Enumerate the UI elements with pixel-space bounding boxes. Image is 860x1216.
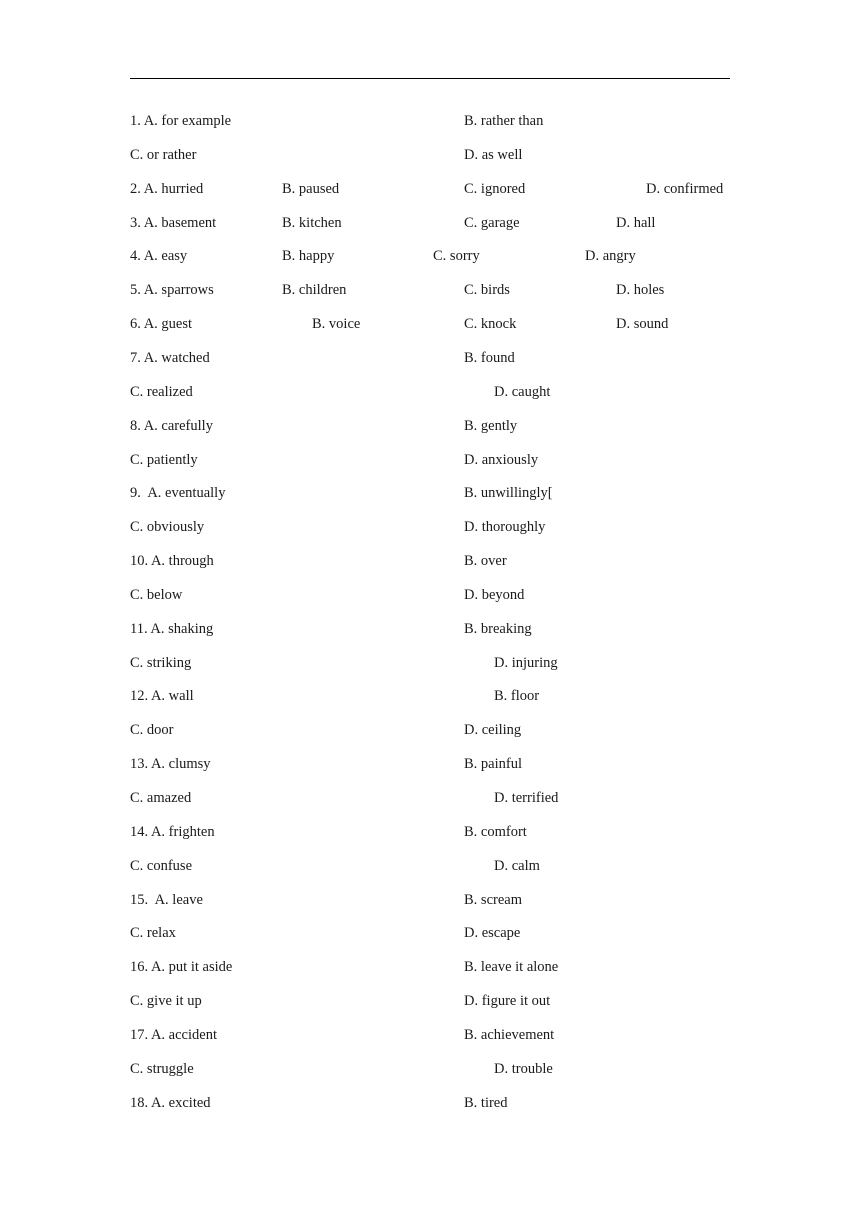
question-option-first: C. door (130, 722, 174, 738)
question-option-first: 17. A. accident (130, 1027, 217, 1043)
answer-option: B. gently (464, 418, 518, 434)
answer-option: B. happy (282, 248, 335, 264)
answer-option: D. terrified (494, 790, 559, 806)
answer-option: C. knock (464, 316, 517, 332)
answer-option: D. holes (616, 282, 665, 298)
question-option-first: C. patiently (130, 452, 198, 468)
answer-option: B. scream (464, 892, 522, 908)
question-option-first: C. below (130, 587, 183, 603)
answer-option: D. sound (616, 316, 669, 332)
question-option-first: C. confuse (130, 858, 193, 874)
answer-option: D. ceiling (464, 722, 522, 738)
answer-option: B. breaking (464, 621, 532, 637)
answer-option: D. anxiously (464, 452, 539, 468)
answer-option: D. beyond (464, 587, 525, 603)
question-option-first: 18. A. excited (130, 1095, 211, 1111)
question-option-first: C. striking (130, 655, 192, 671)
question-option-first: C. relax (130, 925, 176, 941)
answer-option: D. as well (464, 147, 523, 163)
question-option-first: 11. A. shaking (130, 621, 214, 637)
question-option-first: 3. A. basement (130, 215, 217, 231)
question-option-first: C. struggle (130, 1061, 194, 1077)
question-option-first: 10. A. through (130, 553, 214, 569)
answer-option: D. calm (494, 858, 540, 874)
answer-option: B. painful (464, 756, 522, 772)
answer-option: B. over (464, 553, 507, 569)
answer-option: B. leave it alone (464, 959, 559, 975)
answer-option: B. comfort (464, 824, 527, 840)
question-option-first: 6. A. guest (130, 316, 193, 332)
question-option-first: 8. A. carefully (130, 418, 213, 434)
answer-option: D. caught (494, 384, 551, 400)
question-option-first: 15. A. leave (130, 892, 203, 908)
answer-option: C. garage (464, 215, 520, 231)
question-option-first: 12. A. wall (130, 688, 194, 704)
question-option-first: 2. A. hurried (130, 181, 204, 197)
question-option-first: C. realized (130, 384, 193, 400)
answer-option: D. angry (585, 248, 636, 264)
answer-option: B. tired (464, 1095, 508, 1111)
question-option-first: C. or rather (130, 147, 197, 163)
answer-option: D. trouble (494, 1061, 553, 1077)
answer-option: D. figure it out (464, 993, 551, 1009)
question-option-first: 13. A. clumsy (130, 756, 211, 772)
answer-option: B. achievement (464, 1027, 555, 1043)
question-option-first: C. obviously (130, 519, 205, 535)
answer-option: B. children (282, 282, 347, 298)
question-option-first: 9. A. eventually (130, 485, 226, 501)
answer-option: B. floor (494, 688, 540, 704)
answer-option: D. injuring (494, 655, 558, 671)
answer-option: B. found (464, 350, 515, 366)
question-option-first: 14. A. frighten (130, 824, 215, 840)
question-option-first: 16. A. put it aside (130, 959, 233, 975)
answer-option: D. escape (464, 925, 521, 941)
question-option-first: 5. A. sparrows (130, 282, 214, 298)
answer-option: B. paused (282, 181, 340, 197)
header-rule (130, 78, 730, 79)
answer-option: B. rather than (464, 113, 544, 129)
answer-option: C. sorry (433, 248, 480, 264)
answer-option: D. hall (616, 215, 656, 231)
answer-option: B. voice (312, 316, 361, 332)
answer-option: B. unwillingly[ (464, 485, 553, 501)
question-option-first: 4. A. easy (130, 248, 188, 264)
answer-option: C. birds (464, 282, 510, 298)
question-option-first: C. give it up (130, 993, 202, 1009)
answer-option: B. kitchen (282, 215, 342, 231)
question-option-first: 7. A. watched (130, 350, 210, 366)
question-option-first: C. amazed (130, 790, 192, 806)
question-option-first: 1. A. for example (130, 113, 232, 129)
answer-option: C. ignored (464, 181, 526, 197)
answer-option: D. confirmed (646, 181, 724, 197)
answer-option: D. thoroughly (464, 519, 546, 535)
